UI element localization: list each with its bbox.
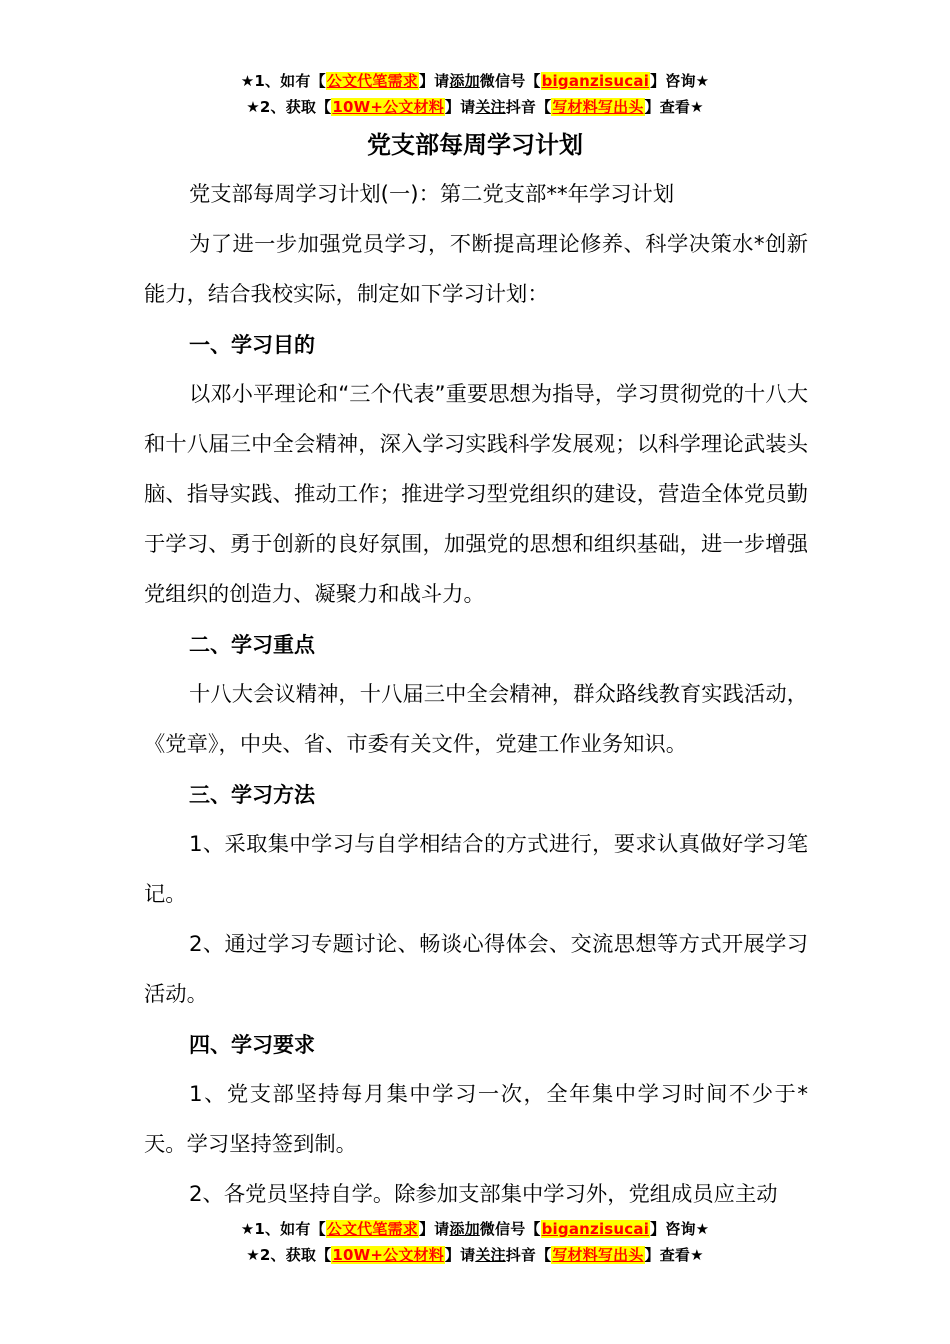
- promo-text: 】请: [444, 1246, 476, 1264]
- promo-line-2: [0, 1242, 950, 1268]
- intro-paragraph: 为了进一步加强党员学习，不断提高理论修养、科学决策水*创新能力，结合我校实际，制定如下学习计划：: [144, 232, 808, 307]
- highlight-materials: 10W+公文材料: [332, 1246, 444, 1264]
- promo-banner-top: [0, 68, 950, 120]
- highlight-douyin-account: 写材料写出头: [552, 98, 644, 116]
- document-subtitle: 党支部每周学习计划(一)：第二党支部**年学习计划: [189, 182, 675, 207]
- promo-line-1: [0, 1216, 950, 1242]
- promo-text: 】咨询★: [650, 72, 710, 90]
- promo-underlined-text: 添加: [449, 1220, 480, 1238]
- section-heading-requirements: 四、学习要求: [189, 1033, 315, 1057]
- promo-line-2: [0, 94, 950, 120]
- promo-text: 】查看★: [644, 1246, 704, 1264]
- section-paragraph: 1、采取集中学习与自学相结合的方式进行，要求认真做好学习笔记。: [144, 832, 808, 907]
- promo-underlined-text: 添加: [449, 72, 480, 90]
- promo-text: ★2、获取【: [246, 1246, 332, 1264]
- promo-text: 】查看★: [644, 98, 704, 116]
- section-heading-focus: 二、学习重点: [189, 633, 315, 657]
- promo-text: 微信号【: [479, 72, 541, 90]
- promo-text: ★2、获取【: [246, 98, 332, 116]
- promo-banner-bottom: [0, 1216, 950, 1268]
- highlight-materials: 10W+公文材料: [332, 98, 444, 116]
- promo-text: ★1、如有【: [240, 72, 326, 90]
- promo-text: 】请: [444, 98, 476, 116]
- highlight-wechat-id: biganzisucai: [541, 72, 650, 90]
- promo-underlined-text: 关注: [475, 98, 506, 116]
- promo-text: 抖音【: [505, 1246, 552, 1264]
- highlight-ghostwriting: 公文代笔需求: [326, 1220, 418, 1238]
- promo-text: 微信号【: [479, 1220, 541, 1238]
- section-paragraph: 1、党支部坚持每月集中学习一次，全年集中学习时间不少于*天。学习坚持签到制。: [144, 1082, 808, 1157]
- section-paragraph: 十八大会议精神，十八届三中全会精神，群众路线教育实践活动，《党章》，中央、省、市委有关文件，党建工作业务知识。: [144, 682, 808, 757]
- section-paragraph: 以邓小平理论和“三个代表”重要思想为指导，学习贯彻党的十八大和十八届三中全会精神，深入学习实践科学发展观；以科学理论武装头脑、指导实践、推动工作；推进学习型党组织的建设，营造全体党员勤于学习、勇于创新的良好氛围，加强党的思想和组织基础，进一步增强党组织的创造力、凝聚力和战斗力。: [144, 382, 808, 607]
- document-body: [144, 170, 808, 1220]
- highlight-ghostwriting: 公文代笔需求: [326, 72, 418, 90]
- promo-underlined-text: 关注: [475, 1246, 506, 1264]
- section-heading-method: 三、学习方法: [189, 783, 315, 807]
- document-title: 党支部每周学习计划: [367, 131, 583, 159]
- promo-text: 】请: [418, 72, 450, 90]
- promo-text: ★1、如有【: [240, 1220, 326, 1238]
- section-paragraph: 2、通过学习专题讨论、畅谈心得体会、交流思想等方式开展学习活动。: [144, 932, 808, 1007]
- promo-text: 】请: [418, 1220, 450, 1238]
- highlight-wechat-id: biganzisucai: [541, 1220, 650, 1238]
- promo-text: 抖音【: [505, 98, 552, 116]
- highlight-douyin-account: 写材料写出头: [552, 1246, 644, 1264]
- section-heading-purpose: 一、学习目的: [189, 333, 315, 357]
- promo-text: 】咨询★: [650, 1220, 710, 1238]
- section-paragraph: 2、各党员坚持自学。除参加支部集中学习外，党组成员应主动: [189, 1182, 778, 1207]
- promo-line-1: [0, 68, 950, 94]
